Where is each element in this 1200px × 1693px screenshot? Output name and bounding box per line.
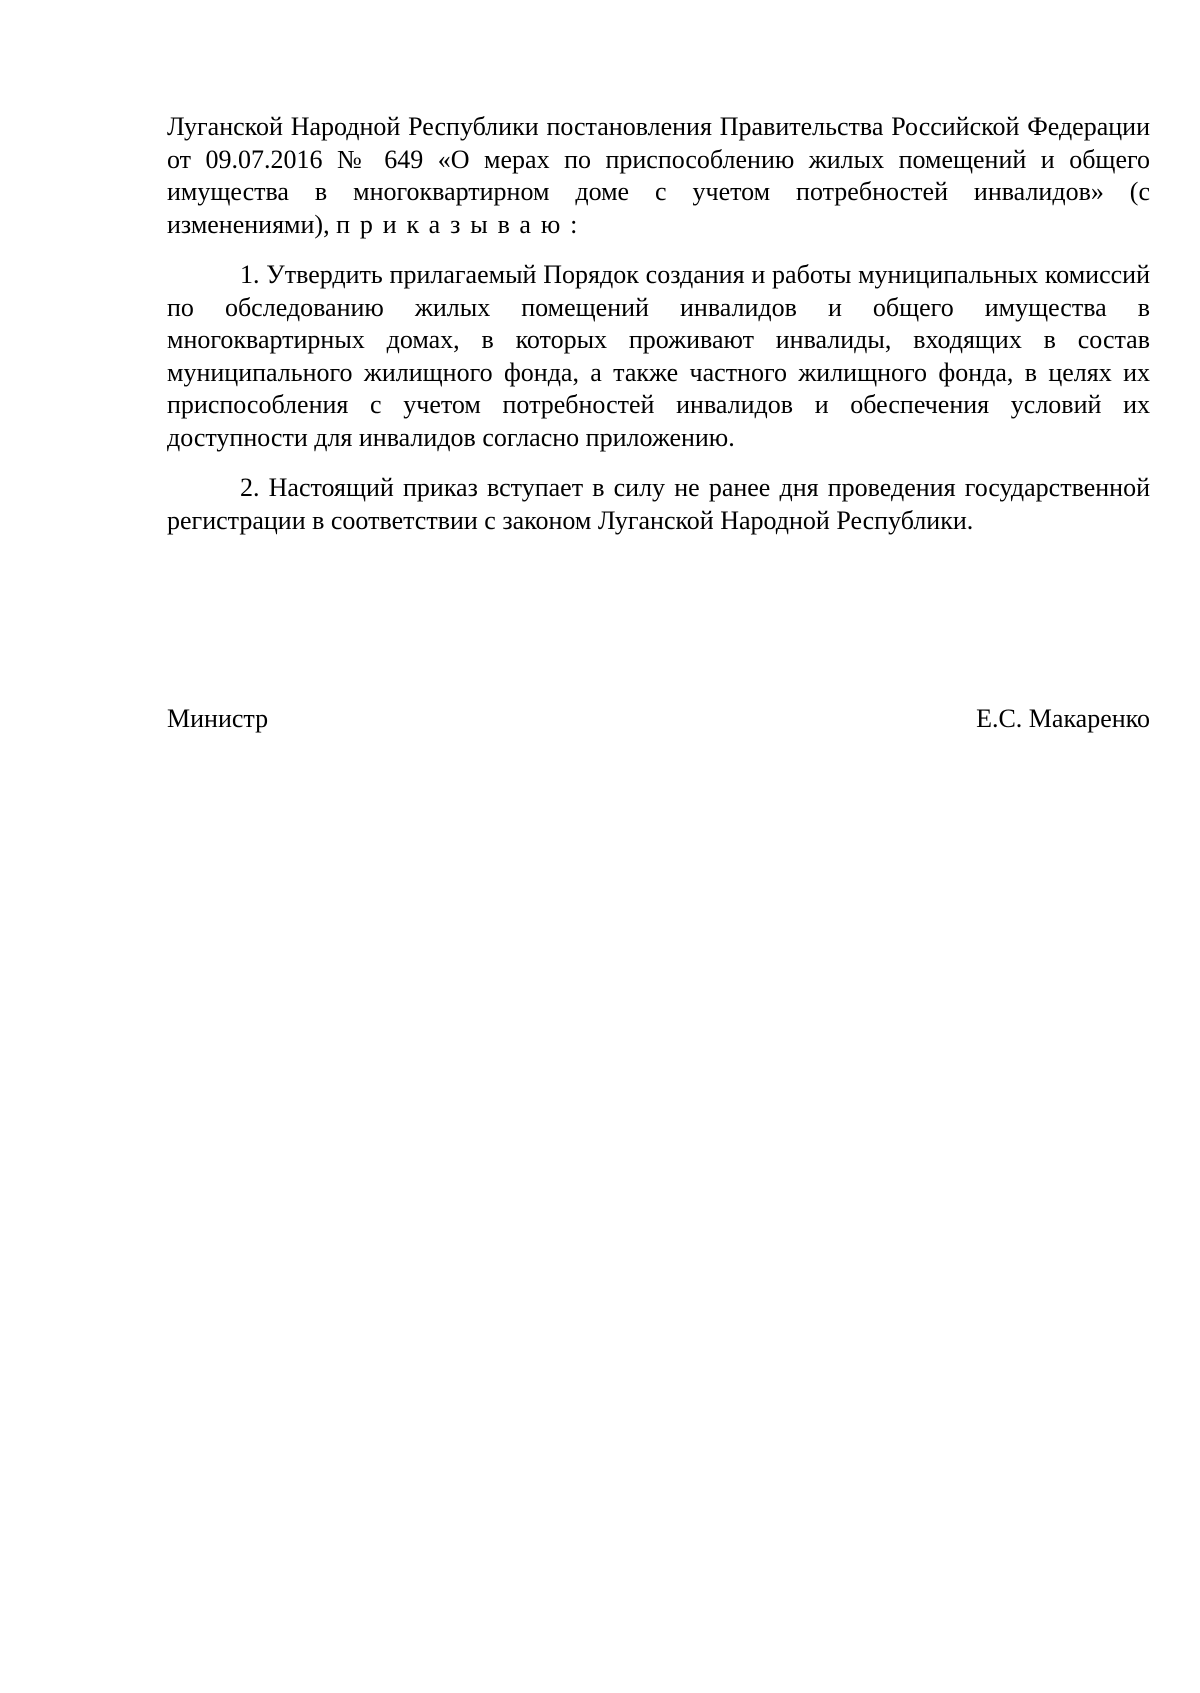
document-body: [167, 111, 1150, 537]
item-1-paragraph: 1. Утвердить прилагаемый Порядок создания и работы муниципальных комиссий по обследованию жилых помещений инвалидов и общего имущества в многоквартирных домах, в которых проживают инвалиды, входящих в состав муниципального жилищного фонда, а также частного жилищного фонда, в целях их приспособления с учетом потребностей инвалидов и обеспечения условий их доступности для инвалидов согласно приложению.: [167, 260, 1150, 452]
signature-block: [167, 703, 1150, 736]
signatory-position: Министр: [167, 704, 269, 733]
item-2-paragraph: 2. Настоящий приказ вступает в силу не ранее дня проведения государственной регистрации в соответствии с законом Луганской Народной Республики.: [167, 473, 1150, 535]
intro-text: Луганской Народной Республики постановления Правительства Российской Федерации от 09.07.2016 № 649 «О мерах по приспособлению жилых помещений и общего имущества в многоквартирном доме с учетом потребностей инвалидов» (с изменениями),: [167, 112, 1150, 239]
signatory-name: Е.С. Макаренко: [976, 704, 1150, 733]
intro-paragraph: [167, 111, 1150, 241]
order-word: приказываю:: [336, 209, 588, 239]
